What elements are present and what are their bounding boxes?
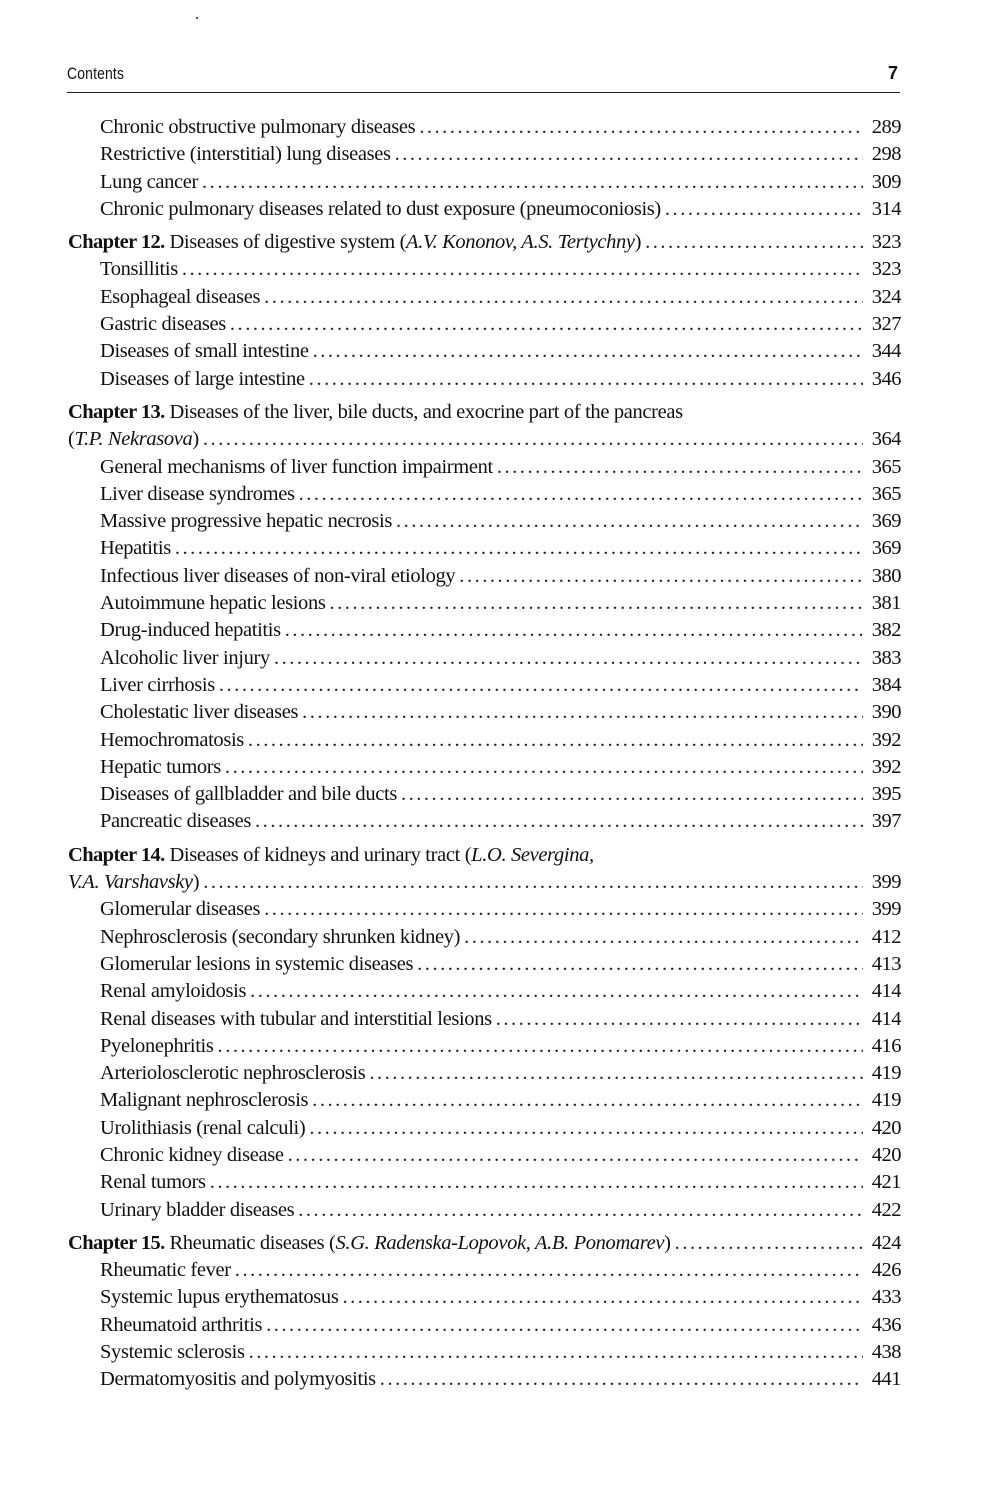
toc-entry[interactable] <box>68 1006 901 1033</box>
dot-leader <box>299 481 863 508</box>
toc-entry[interactable] <box>68 590 901 617</box>
toc-entry[interactable] <box>68 1115 901 1142</box>
dot-leader <box>380 1366 863 1393</box>
chapter-authors: A.V. Kononov, A.S. Tertychny <box>406 231 635 254</box>
toc-page-number: 327 <box>871 313 901 336</box>
toc-page-number: 384 <box>871 673 901 696</box>
toc-entry[interactable] <box>68 1060 901 1087</box>
chapter-authors: L.O. Severgina, <box>471 843 594 866</box>
toc-page-number: 436 <box>871 1313 901 1336</box>
chapter-paren: ) <box>192 871 200 894</box>
toc-page-number: 324 <box>871 285 901 308</box>
toc-entry-title: Glomerular diseases <box>100 898 261 921</box>
dot-leader <box>266 1312 863 1339</box>
toc-page-number: 344 <box>871 340 901 363</box>
toc-entry[interactable] <box>68 508 901 535</box>
toc-entry-title: Restrictive (interstitial) lung diseases <box>100 143 391 166</box>
table-of-contents <box>68 114 901 1394</box>
dot-leader <box>255 808 863 835</box>
toc-page-number: 381 <box>871 592 901 615</box>
toc-entry[interactable] <box>68 366 901 393</box>
toc-page-number: 416 <box>871 1034 901 1057</box>
toc-entry-title: Nephrosclerosis (secondary shrunken kidney) <box>100 925 461 948</box>
toc-page-number: 413 <box>871 952 901 975</box>
toc-page-number: 289 <box>871 116 901 138</box>
toc-page-number: 323 <box>871 258 901 281</box>
toc-entry[interactable] <box>68 169 901 196</box>
toc-entry[interactable] <box>68 1257 901 1284</box>
toc-page-number: 369 <box>871 537 901 560</box>
toc-entry-title: Hepatic tumors <box>100 755 221 778</box>
dot-leader <box>401 781 863 808</box>
dot-leader <box>417 951 863 978</box>
chapter-authors-line <box>68 869 199 896</box>
chapter-number: Chapter 13. <box>68 400 165 423</box>
toc-chapter-entry-continued[interactable] <box>68 869 901 896</box>
toc-entry-title: Systemic sclerosis <box>100 1341 245 1364</box>
chapter-title: Diseases of digestive system ( <box>169 231 407 254</box>
dot-leader <box>230 311 863 338</box>
toc-page-number: 422 <box>871 1198 901 1221</box>
dot-leader <box>464 924 863 951</box>
toc-entry[interactable] <box>68 1366 901 1393</box>
toc-page-number: 424 <box>871 1231 901 1254</box>
toc-entry-title: Lung cancer <box>100 170 199 193</box>
dot-leader <box>419 114 863 141</box>
toc-chapter-entry[interactable] <box>68 229 901 256</box>
chapter-heading <box>68 1230 671 1257</box>
dot-leader <box>309 366 863 393</box>
toc-page-number: 365 <box>871 455 901 478</box>
dot-leader <box>497 454 863 481</box>
toc-chapter-entry[interactable] <box>68 842 901 869</box>
toc-page-number: 323 <box>871 231 901 254</box>
toc-page-number: 438 <box>871 1341 901 1364</box>
chapter-heading <box>68 399 683 426</box>
toc-entry-title: Rheumatoid arthritis <box>100 1313 263 1336</box>
dot-leader <box>264 284 863 311</box>
toc-entry[interactable] <box>68 727 901 754</box>
dot-leader <box>203 869 863 896</box>
dot-leader <box>298 1197 863 1224</box>
toc-entry[interactable] <box>68 951 901 978</box>
toc-entry-title: Chronic kidney disease <box>100 1143 284 1166</box>
toc-entry-title: Renal diseases with tubular and interstitial lesions <box>100 1007 492 1030</box>
toc-entry-title: Chronic pulmonary diseases related to dust exposure (pneumoconiosis) <box>100 197 661 220</box>
toc-page-number: 298 <box>871 143 901 166</box>
dot-leader <box>329 590 863 617</box>
toc-page-number: 420 <box>871 1116 901 1139</box>
toc-page-number: 314 <box>871 197 901 220</box>
toc-entry[interactable] <box>68 645 901 672</box>
chapter-paren: ) <box>664 1231 671 1254</box>
dot-leader <box>459 563 863 590</box>
toc-entry[interactable] <box>68 1284 901 1311</box>
scan-speck <box>196 17 198 19</box>
dot-leader <box>312 1087 863 1114</box>
toc-page-number: 346 <box>871 367 901 390</box>
toc-entry[interactable] <box>68 256 901 283</box>
toc-page-number: 426 <box>871 1259 901 1282</box>
running-head-title: Contents <box>67 64 125 83</box>
toc-entry-title: Hepatitis <box>100 537 171 560</box>
running-head <box>67 64 900 93</box>
toc-page-number: 420 <box>871 1143 901 1166</box>
toc-entry[interactable] <box>68 808 901 835</box>
toc-page-number: 369 <box>871 510 901 533</box>
toc-entry[interactable] <box>68 672 901 699</box>
dot-leader <box>342 1284 863 1311</box>
toc-entry-title: Pancreatic diseases <box>100 810 252 833</box>
toc-entry[interactable] <box>68 1142 901 1169</box>
chapter-paren: ) <box>192 428 199 451</box>
toc-entry[interactable] <box>68 978 901 1005</box>
toc-entry-title: Infectious liver diseases of non-viral etiology <box>100 564 456 587</box>
toc-entry[interactable] <box>68 924 901 951</box>
toc-entry-title: Renal tumors <box>100 1171 206 1194</box>
toc-entry[interactable] <box>68 1197 901 1224</box>
dot-leader <box>313 338 863 365</box>
dot-leader <box>225 754 863 781</box>
toc-entry-title: Dermatomyositis and polymyositis <box>100 1368 376 1391</box>
toc-page-number: 364 <box>871 428 901 451</box>
toc-entry[interactable] <box>68 563 901 590</box>
toc-page-number: 392 <box>871 755 901 778</box>
dot-leader <box>182 256 863 283</box>
toc-page-number: 365 <box>871 482 901 505</box>
dot-leader <box>219 672 863 699</box>
toc-page-number: 419 <box>871 1062 901 1085</box>
toc-entry[interactable] <box>68 1339 901 1366</box>
dot-leader <box>496 1006 863 1033</box>
toc-entry[interactable] <box>68 454 901 481</box>
toc-page-number: 383 <box>871 646 901 669</box>
toc-page-number: 395 <box>871 783 901 806</box>
chapter-number: Chapter 14. <box>68 843 165 866</box>
toc-entry-title: Chronic obstructive pulmonary diseases <box>100 116 416 138</box>
dot-leader <box>274 645 863 672</box>
toc-entry-title: Pyelonephritis <box>100 1034 214 1057</box>
toc-page-number: 392 <box>871 728 901 751</box>
toc-entry-title: Tonsillitis <box>100 258 178 281</box>
dot-leader <box>235 1257 863 1284</box>
toc-entry-title: Glomerular lesions in systemic diseases <box>100 952 414 975</box>
chapter-title: Diseases of the liver, bile ducts, and exocrine part of the pancreas <box>169 400 683 423</box>
dot-leader <box>264 896 863 923</box>
toc-entry[interactable] <box>68 754 901 781</box>
toc-entry[interactable] <box>68 311 901 338</box>
toc-entry-title: Liver cirrhosis <box>100 673 215 696</box>
dot-leader <box>210 1169 863 1196</box>
toc-page-number: 414 <box>871 1007 901 1030</box>
toc-entry-title: Renal amyloidosis <box>100 980 247 1003</box>
dot-leader <box>203 426 863 453</box>
toc-entry[interactable] <box>68 1087 901 1114</box>
toc-entry-title: Gastric diseases <box>100 313 226 336</box>
chapter-number: Chapter 12. <box>68 231 165 254</box>
toc-entry-title: Systemic lupus erythematosus <box>100 1286 339 1309</box>
toc-entry[interactable] <box>68 535 901 562</box>
dot-leader <box>175 535 863 562</box>
chapter-heading <box>68 842 594 869</box>
toc-entry[interactable] <box>68 1169 901 1196</box>
chapter-number: Chapter 15. <box>68 1231 165 1254</box>
chapter-heading <box>68 229 641 256</box>
toc-entry[interactable] <box>68 114 901 141</box>
toc-page-number: 399 <box>871 871 901 894</box>
toc-entry-title: Autoimmune hepatic lesions <box>100 592 326 615</box>
toc-entry[interactable] <box>68 699 901 726</box>
toc-page-number: 419 <box>871 1089 901 1112</box>
toc-entry-title: General mechanisms of liver function impairment <box>100 455 493 478</box>
toc-entry-title: Arteriolosclerotic nephrosclerosis <box>100 1062 366 1085</box>
toc-entry[interactable] <box>68 617 901 644</box>
toc-entry-title: Urinary bladder diseases <box>100 1198 295 1221</box>
chapter-authors-line <box>68 426 199 453</box>
chapter-authors: T.P. Nekrasova <box>74 428 193 451</box>
toc-page-number: 433 <box>871 1286 901 1309</box>
toc-entry-title: Diseases of small intestine <box>100 340 309 363</box>
toc-entry-title: Urolithiasis (renal calculi) <box>100 1116 306 1139</box>
dot-leader <box>249 1339 863 1366</box>
toc-page-number: 421 <box>871 1171 901 1194</box>
dot-leader <box>645 229 863 256</box>
dot-leader <box>302 699 863 726</box>
toc-entry[interactable] <box>68 141 901 168</box>
dot-leader <box>369 1060 863 1087</box>
toc-entry-title: Rheumatic fever <box>100 1259 231 1282</box>
toc-page-number: 382 <box>871 619 901 642</box>
toc-page-number: 397 <box>871 810 901 833</box>
chapter-paren: ( <box>68 428 75 451</box>
dot-leader <box>396 508 863 535</box>
toc-entry-title: Diseases of large intestine <box>100 367 305 390</box>
toc-page-number: 390 <box>871 701 901 724</box>
toc-entry[interactable] <box>68 1312 901 1339</box>
dot-leader <box>285 617 863 644</box>
toc-chapter-entry-continued[interactable] <box>68 426 901 453</box>
toc-entry-title: Cholestatic liver diseases <box>100 701 299 724</box>
toc-entry-title: Esophageal diseases <box>100 285 261 308</box>
toc-page-number: 380 <box>871 564 901 587</box>
toc-entry-title: Hemochromatosis <box>100 728 244 751</box>
toc-page-number: 309 <box>871 170 901 193</box>
toc-entry[interactable] <box>68 284 901 311</box>
toc-entry-title: Massive progressive hepatic necrosis <box>100 510 392 533</box>
chapter-authors: V.A. Varshavsky <box>68 871 193 894</box>
chapter-title: Rheumatic diseases ( <box>169 1231 336 1254</box>
dot-leader <box>288 1142 863 1169</box>
toc-entry-title: Alcoholic liver injury <box>100 646 270 669</box>
dot-leader <box>250 978 863 1005</box>
toc-entry[interactable] <box>68 1033 901 1060</box>
chapter-authors: S.G. Radenska-Lopovok, A.B. Ponomarev <box>335 1231 665 1254</box>
dot-leader <box>395 141 863 168</box>
toc-chapter-entry[interactable] <box>68 1230 901 1257</box>
dot-leader <box>248 727 863 754</box>
toc-chapter-entry[interactable] <box>68 399 901 426</box>
dot-leader <box>309 1115 863 1142</box>
toc-entry[interactable] <box>68 196 901 223</box>
dot-leader <box>665 196 863 223</box>
toc-entry-title: Drug-induced hepatitis <box>100 619 281 642</box>
chapter-title: Diseases of kidneys and urinary tract ( <box>169 843 472 866</box>
toc-entry-title: Diseases of gallbladder and bile ducts <box>100 783 397 806</box>
dot-leader <box>218 1033 863 1060</box>
toc-entry-title: Malignant nephrosclerosis <box>100 1089 309 1112</box>
toc-page-number: 441 <box>871 1368 901 1391</box>
chapter-paren: ) <box>634 231 642 254</box>
toc-entry-title: Liver disease syndromes <box>100 482 295 505</box>
toc-entry[interactable] <box>68 481 901 508</box>
toc-entry[interactable] <box>68 781 901 808</box>
toc-page-number: 399 <box>871 898 901 921</box>
toc-page-number: 414 <box>871 980 901 1003</box>
toc-entry[interactable] <box>68 338 901 365</box>
toc-page-number: 412 <box>871 925 901 948</box>
dot-leader <box>675 1230 863 1257</box>
toc-entry[interactable] <box>68 896 901 923</box>
dot-leader <box>202 169 863 196</box>
page-number: 7 <box>887 63 898 83</box>
